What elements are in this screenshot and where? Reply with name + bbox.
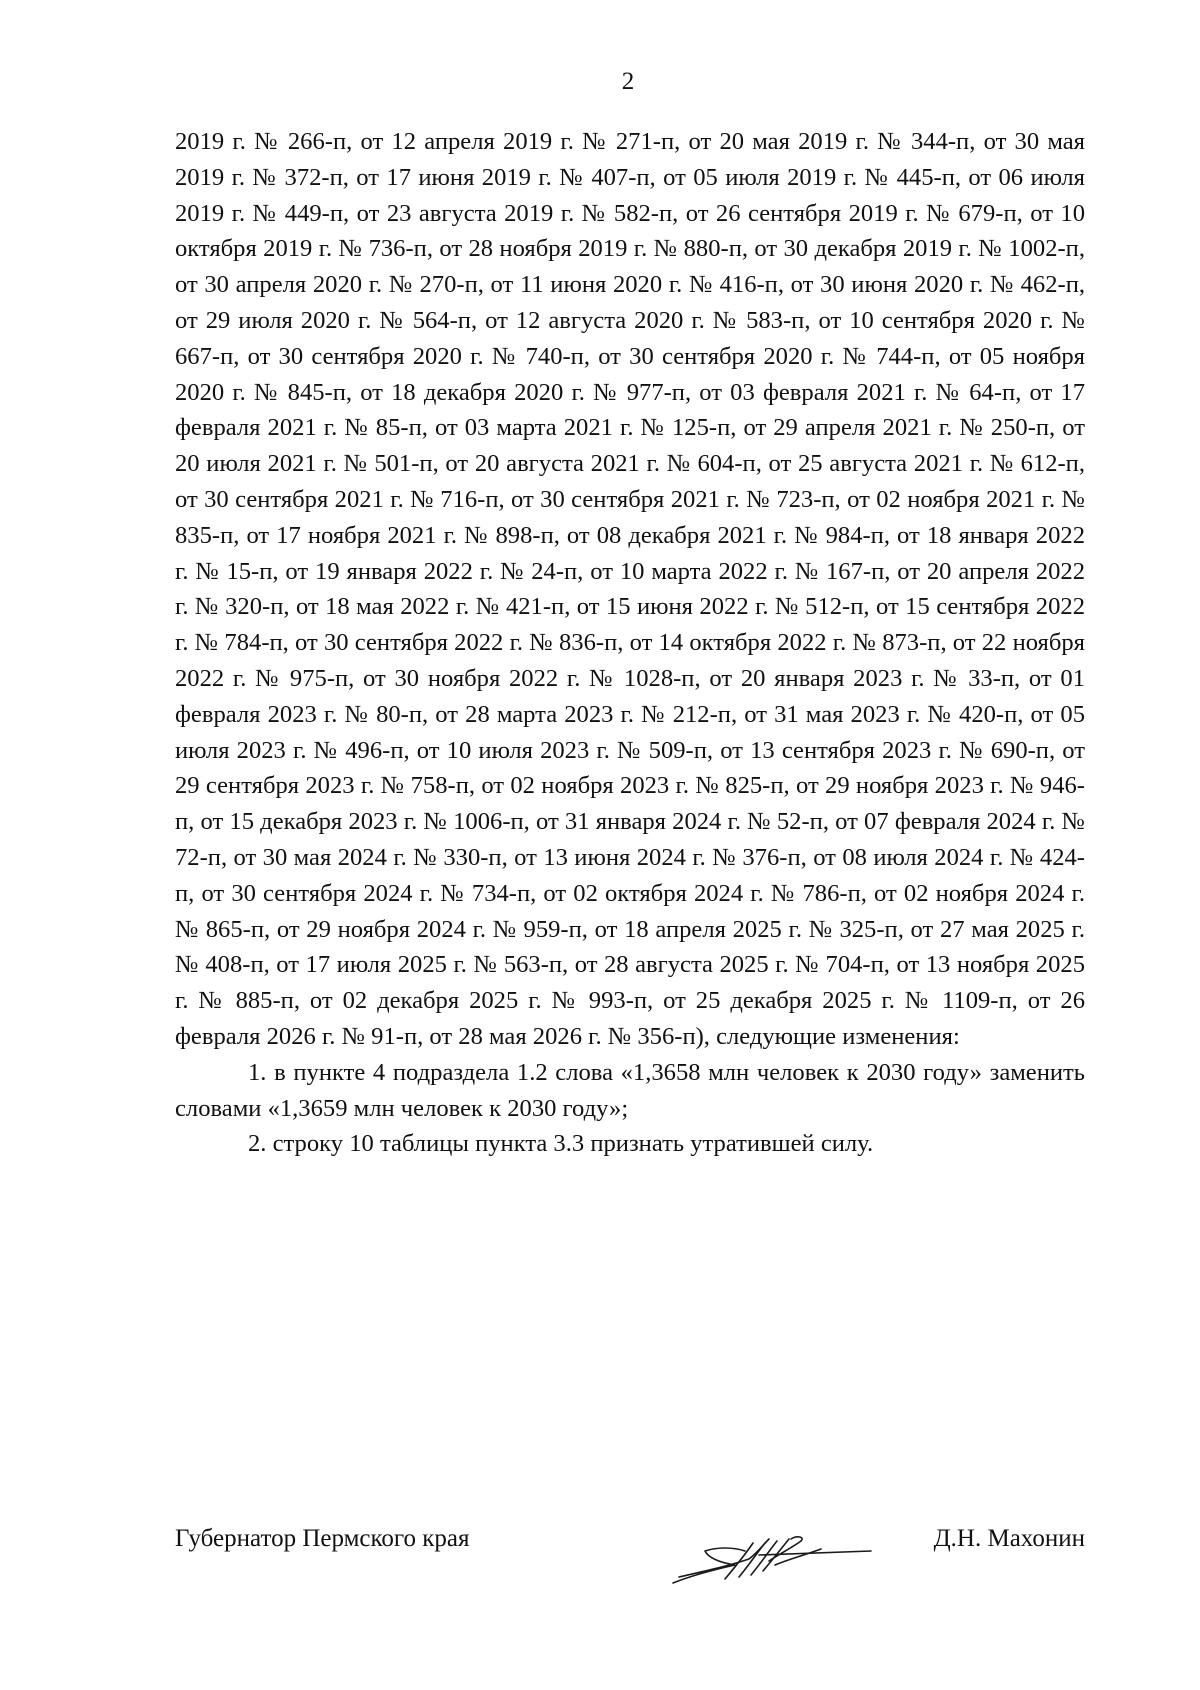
handwritten-signature: [665, 1525, 875, 1595]
signer-title: Губернатор Пермского края: [175, 1525, 470, 1552]
list-item-2: 2. строку 10 таблицы пункта 3.3 признать утратившей силу.: [248, 1130, 874, 1158]
signer-name: Д.Н. Махонин: [933, 1525, 1085, 1552]
page-number: 2: [621, 68, 635, 95]
body-paragraph: 2019 г. № 266-п, от 12 апреля 2019 г. № 271-п, от 20 мая 2019 г. № 344-п, от 30 мая 2019 г. № 372-п, от 17 июня 2019 г. № 407-п, от 05 июля 2019 г. № 445-п, от 06 июля 2019 г. № 449-п, от 23 августа 2019 г. № 582-п, от 26 сентября 2019 г. № 679-п, от 10 октября 2019 г. № 736-п, от 28 ноября 2019 г. № 880-п, от 30 декабря 2019 г. № 1002-п, от 30 апреля 2020 г. № 270-п, от 11 июня 2020 г. № 416-п, от 30 июня 2020 г. № 462-п, от 29 июля 2020 г. № 564-п, от 12 августа 2020 г. № 583-п, от 10 сентября 2020 г. № 667-п, от 30 сентября 2020 г. № 740-п, от 30 сентября 2020 г. № 744-п, от 05 ноября 2020 г. № 845-п, от 18 декабря 2020 г. № 977-п, от 03 февраля 2021 г. № 64-п, от 17 февраля 2021 г. № 85-п, от 03 марта 2021 г. № 125-п, от 29 апреля 2021 г. № 250-п, от 20 июля 2021 г. № 501-п, от 20 августа 2021 г. № 604-п, от 25 августа 2021 г. № 612-п, от 30 сентября 2021 г. № 716-п, от 30 сентября 2021 г. № 723-п, от 02 ноября 2021 г. № 835-п, от 17 ноября 2021 г. № 898-п, от 08 декабря 2021 г. № 984-п, от 18 января 2022 г. № 15-п, от 19 января 2022 г. № 24-п, от 10 марта 2022 г. № 167-п, от 20 апреля 2022 г. № 320-п, от 18 мая 2022 г. № 421-п, от 15 июня 2022 г. № 512-п, от 15 сентября 2022 г. № 784-п, от 30 сентября 2022 г. № 836-п, от 14 октября 2022 г. № 873-п, от 22 ноября 2022 г. № 975-п, от 30 ноября 2022 г. № 1028-п, от 20 января 2023 г. № 33-п, от 01 февраля 2023 г. № 80-п, от 28 марта 2023 г. № 212-п, от 31 мая 2023 г. № 420-п, от 05 июля 2023 г. № 496-п, от 10 июля 2023 г. № 509-п, от 13 сентября 2023 г. № 690-п, от 29 сентября 2023 г. № 758-п, от 02 ноября 2023 г. № 825-п, от 29 ноября 2023 г. № 946-п, от 15 декабря 2023 г. № 1006-п, от 31 января 2024 г. № 52-п, от 07 февраля 2024 г. № 72-п, от 30 мая 2024 г. № 330-п, от 13 июня 2024 г. № 376-п, от 08 июля 2024 г. № 424-п, от 30 сентября 2024 г. № 734-п, от 02 октября 2024 г. № 786-п, от 02 ноября 2024 г. № 865-п, от 29 ноября 2024 г. № 959-п, от 18 апреля 2025 г. № 325-п, от 27 мая 2025 г. № 408-п, от 17 июля 2025 г. № 563-п, от 28 августа 2025 г. № 704-п, от 13 ноября 2025 г. № 885-п, от 02 декабря 2025 г. № 993-п, от 25 декабря 2025 г. № 1109-п, от 26 февраля 2026 г. № 91-п, от 28 мая 2026 г. № 356-п), следующие изменения:: [175, 128, 1085, 1050]
list-item-1: 1. в пункте 4 подраздела 1.2 слова «1,3658 млн человек к 2030 году» заменить словами «1,3659 млн человек к 2030 году»;: [175, 1058, 1085, 1122]
document-body: [175, 124, 1085, 1162]
